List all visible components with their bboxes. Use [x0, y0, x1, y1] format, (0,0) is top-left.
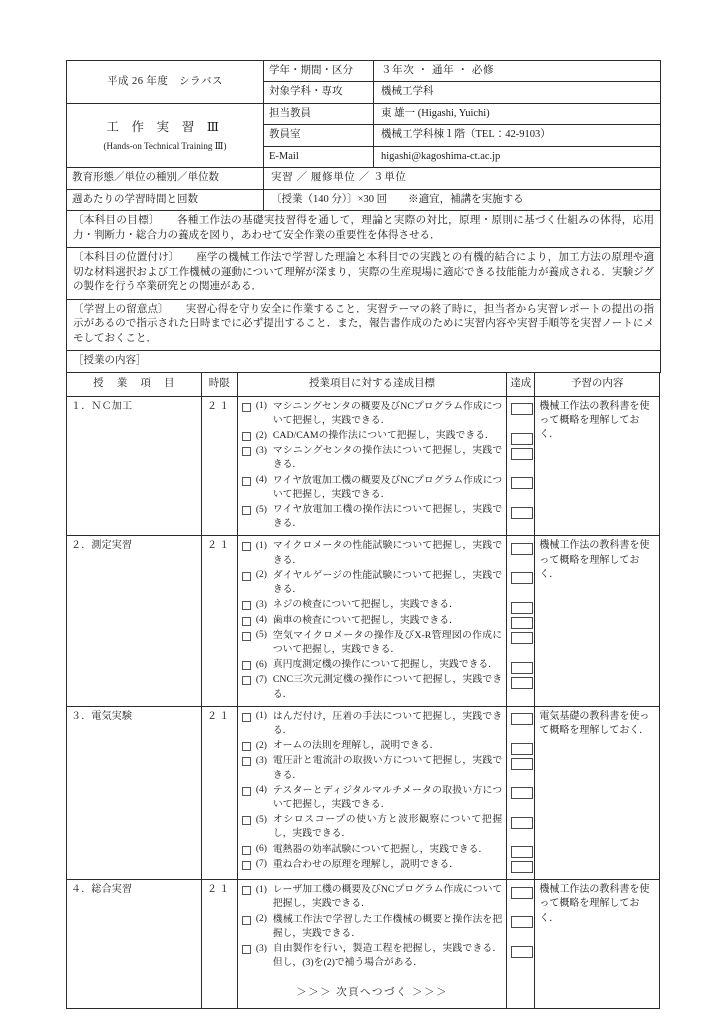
achievement-input-box[interactable] [511, 403, 533, 415]
paragraph-positioning [67, 248, 661, 299]
goal-item [242, 813, 502, 841]
field-value-office: 機械工学科棟１階（TEL：42-9103） [374, 125, 661, 146]
achievement-input-box[interactable] [511, 602, 533, 614]
goal-item [242, 629, 502, 657]
goal-number: (2) [255, 430, 267, 441]
achievement-input-box[interactable] [511, 861, 533, 873]
goal-text: 電熱器の効率試験について把握し，実践できる． [272, 843, 489, 855]
schedule-hours-value: ２１ [201, 880, 237, 1009]
goal-item [242, 400, 502, 428]
goal-text: CAD/CAMの操作法について把握し，実践できる． [272, 430, 495, 442]
field-label-email: E-Mail [264, 146, 374, 167]
checkbox-icon[interactable] [242, 846, 251, 855]
field-value-department: 機械工学科 [374, 82, 661, 103]
goal-item [242, 843, 502, 857]
achievement-input-box[interactable] [511, 787, 533, 799]
checkbox-icon[interactable] [242, 916, 251, 925]
goal-item [242, 913, 502, 941]
schedule-hours-value: ２１ [201, 396, 237, 536]
goal-text: マシニングセンタの操作法について把握し，実践できる． [272, 445, 503, 471]
goal-text: 歯車の検査について把握し，実践できる． [272, 614, 459, 626]
checkbox-icon[interactable] [242, 886, 251, 895]
column-header-item: 授 業 項 目 [67, 372, 202, 396]
goal-item [242, 883, 502, 911]
achievement-input-box[interactable] [511, 743, 533, 755]
paragraph-notes-body: 実習心得を守り安全に作業すること．実習テーマの終了時に，担当者から実習レポートの提出の指示があるので指示された日時までに必ず提出すること．また，報告書作成のために実習内容や実習手順等を実習ノートにメモしておくこと． [73, 303, 655, 344]
goal-item [242, 858, 502, 872]
checkbox-icon[interactable] [242, 506, 251, 515]
goal-item [242, 614, 502, 628]
schedule-goals-cell [237, 396, 506, 536]
checkbox-icon[interactable] [242, 787, 251, 796]
course-title-cell [67, 103, 264, 167]
checkbox-icon[interactable] [242, 713, 251, 722]
checkbox-icon[interactable] [242, 617, 251, 626]
goal-text: オームの法則を理解し，説明できる． [272, 740, 440, 752]
goal-text: 重ね合わせの原理を理解し，説明できる． [272, 858, 459, 870]
header-row-format [67, 168, 661, 189]
achievement-input-box[interactable] [511, 887, 533, 899]
goal-text: ワイヤ放電加工機の概要及びNCプログラム作成について把握し，実践できる． [272, 474, 503, 500]
goal-item [242, 444, 502, 472]
column-header-hours: 時限 [201, 372, 237, 396]
achievement-input-box[interactable] [511, 448, 533, 460]
achievement-input-box[interactable] [511, 916, 533, 928]
achievement-input-box[interactable] [511, 677, 533, 689]
achievement-input-box[interactable] [511, 617, 533, 629]
goal-number: (7) [255, 674, 267, 685]
achievement-input-box[interactable] [511, 632, 533, 644]
table-row [67, 396, 660, 536]
goal-number: (3) [255, 599, 267, 610]
paragraph-positioning-title: 〔本科目の位置付け〕 [73, 252, 180, 264]
field-label-instructor: 担当教員 [264, 103, 374, 124]
content-section-row [67, 351, 661, 372]
goal-item [242, 474, 502, 502]
schedule-header-row [67, 372, 660, 396]
paragraph-row-positioning [67, 248, 661, 299]
goal-number: (5) [255, 504, 267, 515]
goal-number: (6) [255, 659, 267, 670]
checkbox-icon[interactable] [242, 757, 251, 766]
goal-number: (7) [255, 859, 267, 870]
schedule-table [66, 372, 660, 1010]
goal-number: (5) [255, 814, 267, 825]
field-label-weekly-hours: 週あたりの学習時間と回数 [67, 189, 264, 210]
goal-item [242, 658, 502, 672]
achievement-input-box[interactable] [511, 572, 533, 584]
table-row [67, 706, 660, 880]
field-label-grade: 学年・期間・区分 [264, 61, 374, 82]
achievement-input-box[interactable] [511, 433, 533, 445]
paragraph-objective [67, 211, 661, 248]
goal-text: 真円度測定機の操作について把握し，実践できる． [272, 659, 498, 671]
goal-item [242, 569, 502, 597]
field-label-format: 教育形態／単位の種別／単位数 [67, 168, 264, 189]
achievement-input-box[interactable] [511, 946, 533, 958]
schedule-prep-text: 電気基礎の教科書を使って概略を理解しておく． [535, 706, 660, 880]
goal-item [242, 503, 502, 531]
paragraph-objective-title: 〔本科目の目標〕 [73, 215, 160, 227]
column-header-achieve: 達成 [507, 372, 535, 396]
goal-text: はんだ付け，圧着の手法について把握し，実践できる． [272, 710, 503, 736]
checkbox-icon[interactable] [242, 945, 251, 954]
goal-number: (6) [255, 844, 267, 855]
content-section-label: ［授業の内容］ [67, 351, 661, 372]
goal-text: 機械工作法で学習した工作機械の概要と操作法を把握し，実践できる． [272, 913, 503, 939]
goal-text: テスターとディジタルマルチメータの取扱い方について把握し，実践できる． [272, 784, 503, 810]
field-value-instructor: 東 雄一 (Higashi, Yuichi) [374, 103, 661, 124]
field-value-email[interactable]: higashi@kagoshima-ct.ac.jp [374, 146, 661, 167]
checkbox-icon[interactable] [242, 661, 251, 670]
schedule-hours-value: ２１ [201, 536, 237, 706]
paragraph-notes [67, 299, 661, 350]
goal-item [242, 942, 502, 970]
header-row-weekly-hours [67, 189, 661, 210]
schedule-goals-cell [237, 880, 506, 1009]
goal-text: 電圧計と電流計の取扱い方について把握し，実践できる． [272, 755, 503, 781]
checkbox-icon[interactable] [242, 601, 251, 610]
checkbox-icon[interactable] [242, 477, 251, 486]
table-row [67, 880, 660, 1009]
checkbox-icon[interactable] [242, 542, 251, 551]
goal-text: 空気マイクロメータの操作及びX-R管理図の作成について把握し，実践できる． [272, 629, 503, 655]
goal-number: (4) [255, 615, 267, 625]
goal-item [242, 598, 502, 612]
goal-text: ワイヤ放電加工機の操作法について把握し，実践できる． [272, 504, 503, 530]
field-label-department: 対象学科・専攻 [264, 82, 374, 103]
achievement-input-box[interactable] [511, 713, 533, 725]
goal-number: (1) [255, 540, 267, 551]
schedule-achievement-cell [507, 880, 535, 1009]
goal-number: (2) [255, 740, 267, 751]
goal-number: (2) [255, 570, 267, 581]
checkbox-icon[interactable] [242, 816, 251, 825]
checkbox-icon[interactable] [242, 632, 251, 641]
goal-number: (3) [255, 943, 267, 954]
goal-number: (5) [255, 630, 267, 641]
goal-number: (3) [255, 755, 267, 766]
header-row-instructor [67, 103, 661, 124]
goal-number: (1) [255, 711, 267, 722]
goal-number: (2) [255, 914, 267, 925]
goal-item [242, 710, 502, 738]
checkbox-icon[interactable] [242, 403, 251, 412]
goal-text: CNC三次元測定機の操作について把握し，実践できる． [272, 674, 503, 700]
checkbox-icon[interactable] [242, 572, 251, 581]
checkbox-icon[interactable] [242, 432, 251, 441]
achievement-input-box[interactable] [511, 662, 533, 674]
schedule-prep-text: 機械工作法の教科書を使って概略を理解しておく． [535, 880, 660, 1009]
continue-next-page-note: ＞＞＞ 次頁へつづく ＞＞＞ [296, 987, 448, 999]
schedule-item-label: ４．総合実習 [67, 880, 202, 1009]
schedule-body [67, 396, 660, 1009]
course-title-ja: 工 作 実 習 Ⅲ [106, 120, 224, 135]
goal-text: マイクロメータの性能試験について把握し，実践できる． [272, 540, 503, 566]
goal-number: (4) [255, 785, 267, 796]
achievement-input-box[interactable] [511, 543, 533, 555]
goal-item [242, 539, 502, 567]
goal-text: レーザ加工機の概要及びNCプログラム作成について把握し，実践できる． [272, 884, 503, 910]
goal-text: マシニングセンタの概要及びNCプログラム作成について把握し，実践できる． [272, 400, 503, 426]
goal-text: 自由製作を行い，製造工程を把握し，実践できる．但し，(3)を(2)で補う場合がある． [272, 943, 503, 969]
achievement-input-box[interactable] [511, 507, 533, 519]
goal-number: (4) [255, 475, 267, 486]
schedule-achievement-cell [507, 396, 535, 536]
checkbox-icon[interactable] [242, 447, 251, 456]
syllabus-year-title: 平成 26 年度 シラバス [67, 61, 264, 104]
paragraph-objective-body: 各種工作法の基礎実技習得を通して，理論と実際の対比，原理・原則に基づく仕組みの体得，応用力・判断力・総合力の養成を図り，あわせて安全作業の重要性を体得させる． [73, 215, 655, 241]
paragraph-row-notes [67, 299, 661, 350]
schedule-goals-cell [237, 706, 506, 880]
goal-text: ネジの検査について把握し，実践できる． [272, 599, 459, 611]
field-value-weekly-hours: 〔授業（140 分）〕×30 回 ※適宜，補講を実施する [264, 189, 661, 210]
goal-text: オシロスコープの使い方と波形観察について把握し，実践できる． [272, 814, 503, 840]
goal-number: (1) [255, 401, 267, 412]
schedule-item-label: １．ＮＣ加工 [67, 396, 202, 536]
header-row-grade [67, 61, 661, 82]
goal-item [242, 739, 502, 753]
goal-item [242, 429, 502, 443]
paragraph-row-objective [67, 211, 661, 248]
field-label-office: 教員室 [264, 125, 374, 146]
achievement-input-box[interactable] [511, 817, 533, 829]
schedule-prep-text: 機械工作法の教科書を使って概略を理解しておく． [535, 536, 660, 706]
achievement-input-box[interactable] [511, 758, 533, 770]
achievement-input-box[interactable] [511, 846, 533, 858]
checkbox-icon[interactable] [242, 676, 251, 685]
column-header-goals: 授業項目に対する達成目標 [237, 372, 506, 396]
course-title-en: (Hands-on Technical Training Ⅲ) [103, 140, 227, 151]
table-row [67, 536, 660, 706]
paragraph-positioning-body: 座学の機械工作法で学習した理論と本科目での実践との有機的結合により，加工方法の原理や適切な材料選択および工作機械の運動について理解が深まり，実際の生産現場に適応できる技能能力が養成される．実験ジグの製作を行う卒業研究との関連がある． [73, 252, 654, 293]
goal-number: (3) [255, 445, 267, 456]
schedule-item-label: ２．測定実習 [67, 536, 202, 706]
goal-item [242, 784, 502, 812]
schedule-achievement-cell [507, 706, 535, 880]
checkbox-icon[interactable] [242, 861, 251, 870]
schedule-hours-value: ２１ [201, 706, 237, 880]
checkbox-icon[interactable] [242, 742, 251, 751]
column-header-prep: 予習の内容 [535, 372, 660, 396]
schedule-achievement-cell [507, 536, 535, 706]
goal-text: ダイヤルゲージの性能試験について把握し，実践できる． [272, 569, 503, 596]
schedule-item-label: ３．電気実験 [67, 706, 202, 880]
field-value-grade: ３年次 ・ 通年 ・ 必修 [374, 61, 661, 82]
header-table [66, 60, 661, 373]
goal-item [242, 673, 502, 701]
schedule-prep-text: 機械工作法の教科書を使って概略を理解しておく． [535, 396, 660, 536]
goal-item [242, 754, 502, 782]
schedule-goals-cell [237, 536, 506, 706]
paragraph-notes-title: 〔学習上の留意点〕 [73, 303, 169, 315]
achievement-input-box[interactable] [511, 477, 533, 489]
goal-number: (1) [255, 884, 267, 895]
field-value-format: 実習 ／ 履修単位 ／ ３単位 [264, 168, 661, 189]
